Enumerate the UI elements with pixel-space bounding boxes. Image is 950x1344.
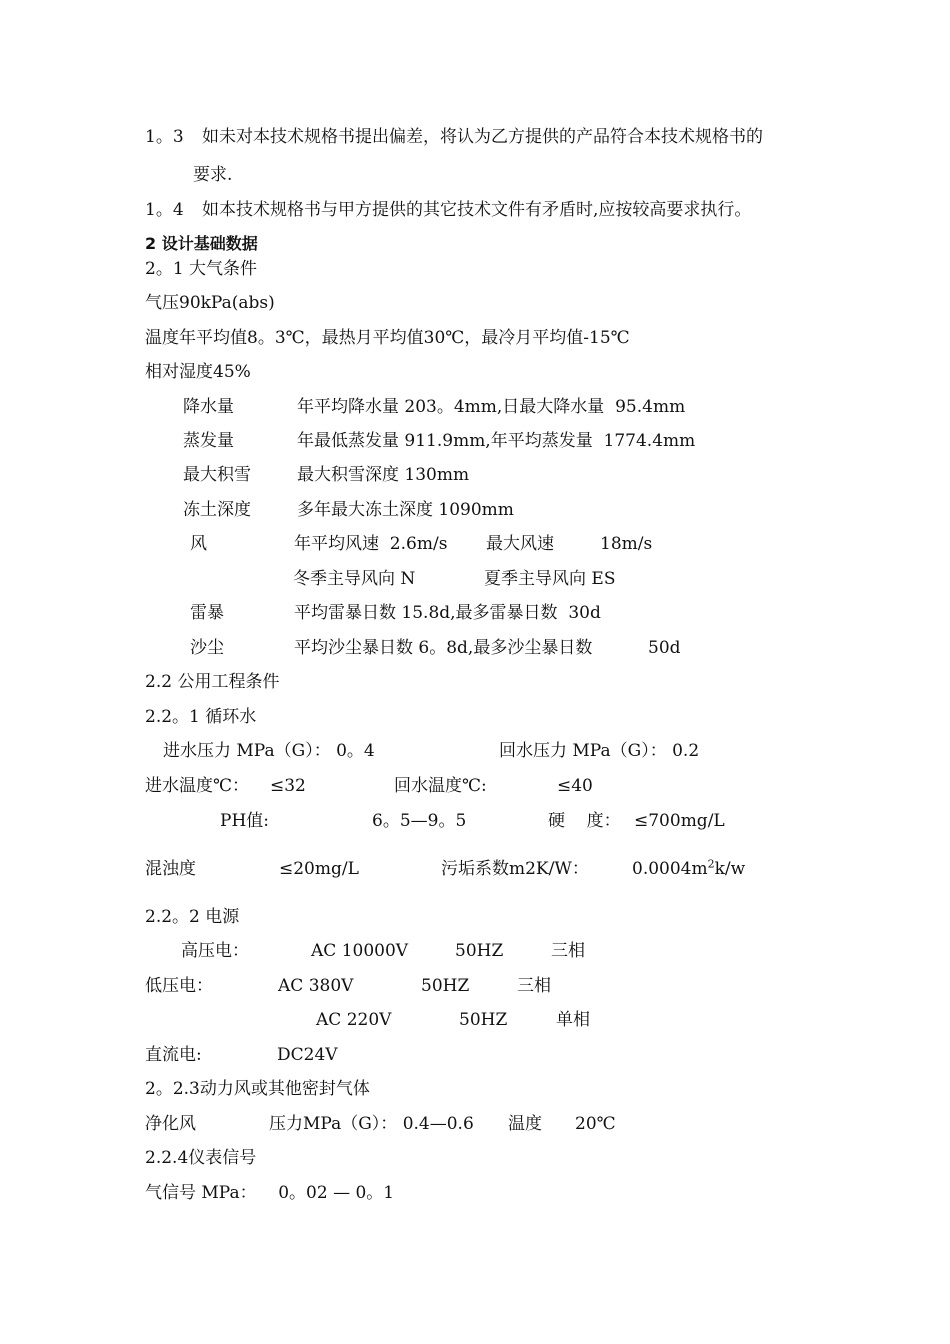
temperature-line: 温度年平均值8。3℃，最热月平均值30℃，最冷月平均值-15℃ [145, 328, 630, 348]
evap-label: 蒸发量 [183, 431, 234, 451]
hardness-value: ≤700mg/L [634, 811, 725, 831]
dust-label: 沙尘 [190, 638, 224, 658]
fouling-label: 污垢系数m2K/W： [441, 859, 589, 879]
hv-label: 高压电： [181, 941, 249, 961]
water-in-temp-label: 进水温度℃： [145, 776, 250, 796]
subsection-heading: 2.2。1 循环水 [145, 707, 257, 727]
wind-winter: 冬季主导风向 N [293, 569, 416, 589]
subsection-heading: 2.2.4仪表信号 [145, 1148, 257, 1168]
water-out-temp-value: ≤40 [557, 776, 593, 796]
snow-label: 最大积雪 [183, 465, 251, 485]
air-label: 净化风 [145, 1114, 196, 1134]
dc-value: DC24V [277, 1045, 338, 1065]
lv1-phase: 三相 [517, 976, 551, 996]
water-out-temp-label: 回水温度℃: [394, 776, 487, 796]
turbidity-label: 混浊度 [145, 859, 196, 879]
precip-value: 年平均降水量 203。4mm,日最大降水量 95.4mm [297, 397, 686, 417]
frost-value: 多年最大冻土深度 1090mm [297, 500, 514, 520]
lv-label: 低压电： [145, 976, 213, 996]
dust-value: 平均沙尘暴日数 6。8d,最多沙尘暴日数 [294, 638, 593, 658]
air-pressure: 压力MPa（G）： 0.4—0.6 [269, 1114, 474, 1134]
air-temp-value: 20℃ [575, 1114, 616, 1134]
signal-line: 气信号 MPa： 0。02 — 0。1 [145, 1183, 395, 1203]
clause-text: 如本技术规格书与甲方提供的其它技术文件有矛盾时,应按较高要求执行。 [202, 200, 752, 220]
snow-value: 最大积雪深度 130mm [297, 465, 470, 485]
subsection-heading: 2。1 大气条件 [145, 259, 258, 279]
frost-label: 冻土深度 [183, 500, 251, 520]
subsection-heading: 2。2.3动力风或其他密封气体 [145, 1079, 370, 1099]
lv2-voltage: AC 220V [316, 1010, 392, 1030]
clause-text: 如未对本技术规格书提出偏差，将认为乙方提供的产品符合本技术规格书的 [202, 127, 763, 147]
subsection-heading: 2.2。2 电源 [145, 907, 240, 927]
pressure-line: 气压90kPa(abs) [145, 293, 275, 313]
lv2-frequency: 50HZ [459, 1010, 508, 1030]
lv2-phase: 单相 [556, 1010, 590, 1030]
wind-label: 风 [190, 534, 207, 554]
section-heading: 2 设计基础数据 [145, 234, 258, 253]
hv-voltage: AC 10000V [311, 941, 409, 961]
lv1-voltage: AC 380V [278, 976, 354, 996]
water-out-pressure: 回水压力 MPa（G）： 0.2 [499, 741, 700, 761]
fouling-unit: k/w [714, 859, 746, 879]
ph-label: PH值: [220, 811, 269, 831]
hv-frequency: 50HZ [455, 941, 504, 961]
fouling-value [632, 859, 745, 879]
clause-number: 1。4 [145, 200, 184, 220]
wind-summer: 夏季主导风向 ES [484, 569, 616, 589]
air-temp-label: 温度 [508, 1114, 542, 1134]
wind-max-label: 最大风速 [486, 534, 554, 554]
fouling-number: 0.0004m [632, 859, 708, 879]
dc-label: 直流电: [145, 1045, 202, 1065]
precip-label: 降水量 [183, 397, 234, 417]
lv1-frequency: 50HZ [421, 976, 470, 996]
water-in-temp-value: ≤32 [270, 776, 306, 796]
clause-number: 1。3 [145, 127, 184, 147]
ph-value: 6。5—9。5 [372, 811, 467, 831]
thunder-value: 平均雷暴日数 15.8d,最多雷暴日数 30d [294, 603, 601, 623]
thunder-label: 雷暴 [190, 603, 224, 623]
wind-max-value: 18m/s [600, 534, 653, 554]
hardness-label: 硬 度： [548, 811, 621, 831]
humidity-line: 相对湿度45% [145, 362, 251, 382]
hv-phase: 三相 [551, 941, 585, 961]
subsection-heading: 2.2 公用工程条件 [145, 672, 280, 692]
clause-text-continued: 要求. [193, 165, 233, 185]
wind-average: 年平均风速 2.6m/s [294, 534, 448, 554]
turbidity-value: ≤20mg/L [279, 859, 359, 879]
evap-value: 年最低蒸发量 911.9mm,年平均蒸发量 1774.4mm [297, 431, 696, 451]
fouling-exponent: 2 [707, 857, 715, 871]
water-in-pressure: 进水压力 MPa（G）： 0。4 [163, 741, 375, 761]
dust-max: 50d [648, 638, 681, 658]
